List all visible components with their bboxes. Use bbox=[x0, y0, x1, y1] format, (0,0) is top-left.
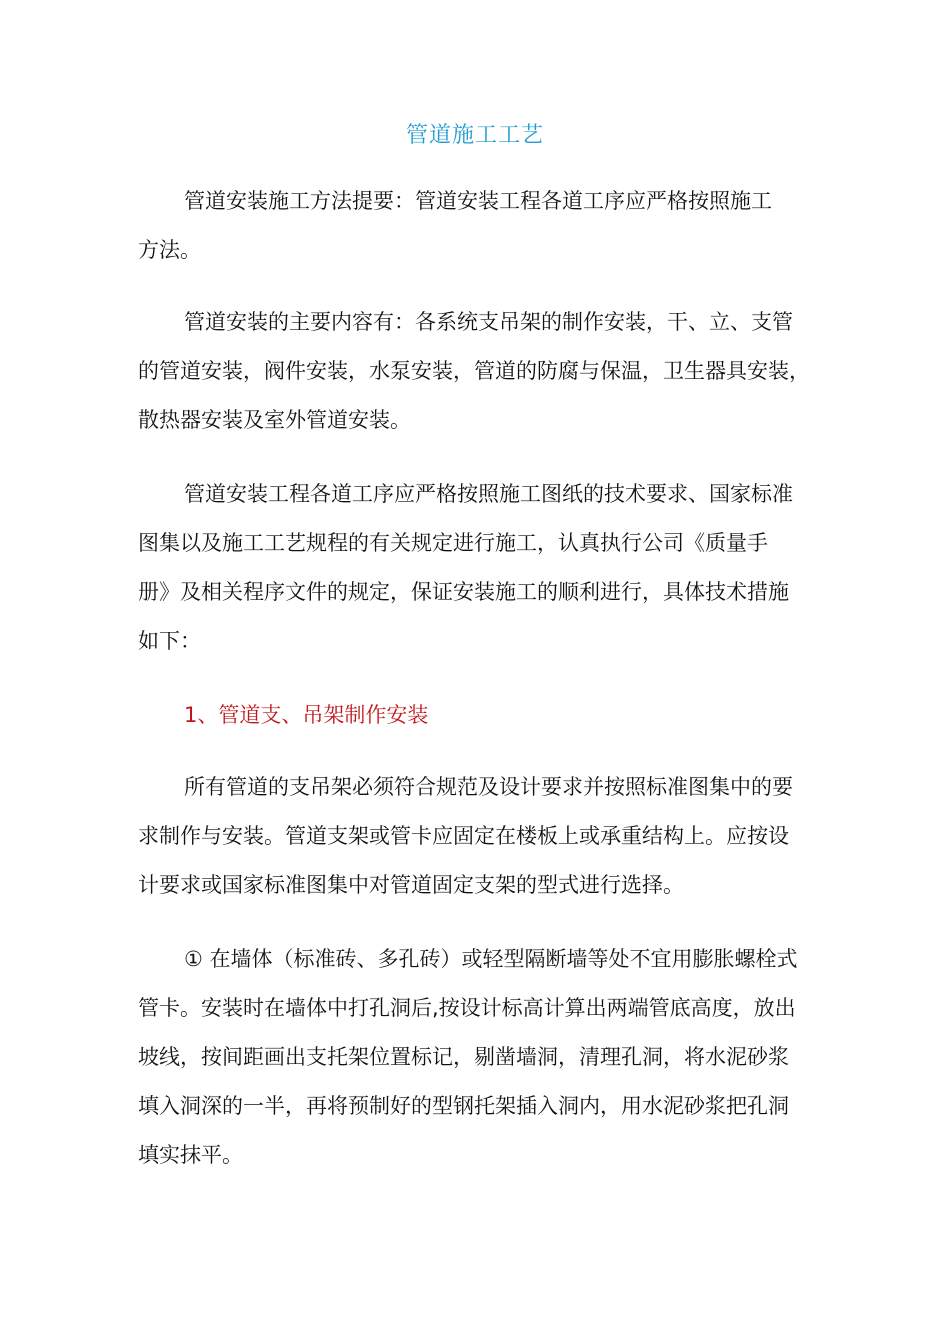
paragraph-line: 管道安装施工方法提要：管道安装工程各道工序应严格按照施工 bbox=[184, 189, 772, 213]
section-heading: 1、管道支、吊架制作安装 bbox=[184, 703, 429, 727]
paragraph-line: 册》及相关程序文件的规定，保证安装施工的顺利进行，具体技术措施 bbox=[138, 580, 789, 604]
paragraph-line: 管道安装的主要内容有：各系统支吊架的制作安装，干、立、支管 bbox=[184, 310, 793, 334]
paragraph-line: 散热器安装及室外管道安装。 bbox=[138, 408, 411, 432]
document-title: 管道施工工艺 bbox=[405, 123, 544, 148]
paragraph-line: 管卡。安装时在墙体中打孔洞后,按设计标高计算出两端管底高度，放出 bbox=[138, 996, 796, 1020]
paragraph-line: 所有管道的支吊架必须符合规范及设计要求并按照标准图集中的要 bbox=[184, 775, 793, 799]
paragraph-3 bbox=[138, 470, 828, 666]
paragraph-line: 管道安装工程各道工序应严格按照施工图纸的技术要求、国家标准 bbox=[184, 482, 793, 506]
paragraph-line: 如下： bbox=[138, 629, 201, 653]
paragraph-line: 的管道安装，阀件安装，水泵安装，管道的防腐与保温，卫生器具安装， bbox=[138, 359, 810, 383]
paragraph-line: 方法。 bbox=[138, 238, 201, 262]
paragraph-1 bbox=[138, 177, 828, 275]
section-paragraph-1 bbox=[138, 763, 828, 910]
paragraph-line: ① 在墙体（标准砖、多孔砖）或轻型隔断墙等处不宜用膨胀螺栓式 bbox=[184, 947, 798, 971]
paragraph-line: 坡线，按间距画出支托架位置标记，剔凿墙洞，清理孔洞，将水泥砂浆 bbox=[138, 1045, 789, 1069]
paragraph-line: 求制作与安装。管道支架或管卡应固定在楼板上或承重结构上。应按设 bbox=[138, 824, 789, 848]
paragraph-2 bbox=[138, 298, 828, 445]
paragraph-line: 图集以及施工工艺规程的有关规定进行施工，认真执行公司《质量手 bbox=[138, 531, 768, 555]
paragraph-line: 填实抹平。 bbox=[138, 1143, 243, 1167]
paragraph-line: 填入洞深的一半，再将预制好的型钢托架插入洞内，用水泥砂浆把孔洞 bbox=[138, 1094, 789, 1118]
paragraph-line: 计要求或国家标准图集中对管道固定支架的型式进行选择。 bbox=[138, 873, 684, 897]
section-paragraph-2 bbox=[138, 935, 828, 1180]
